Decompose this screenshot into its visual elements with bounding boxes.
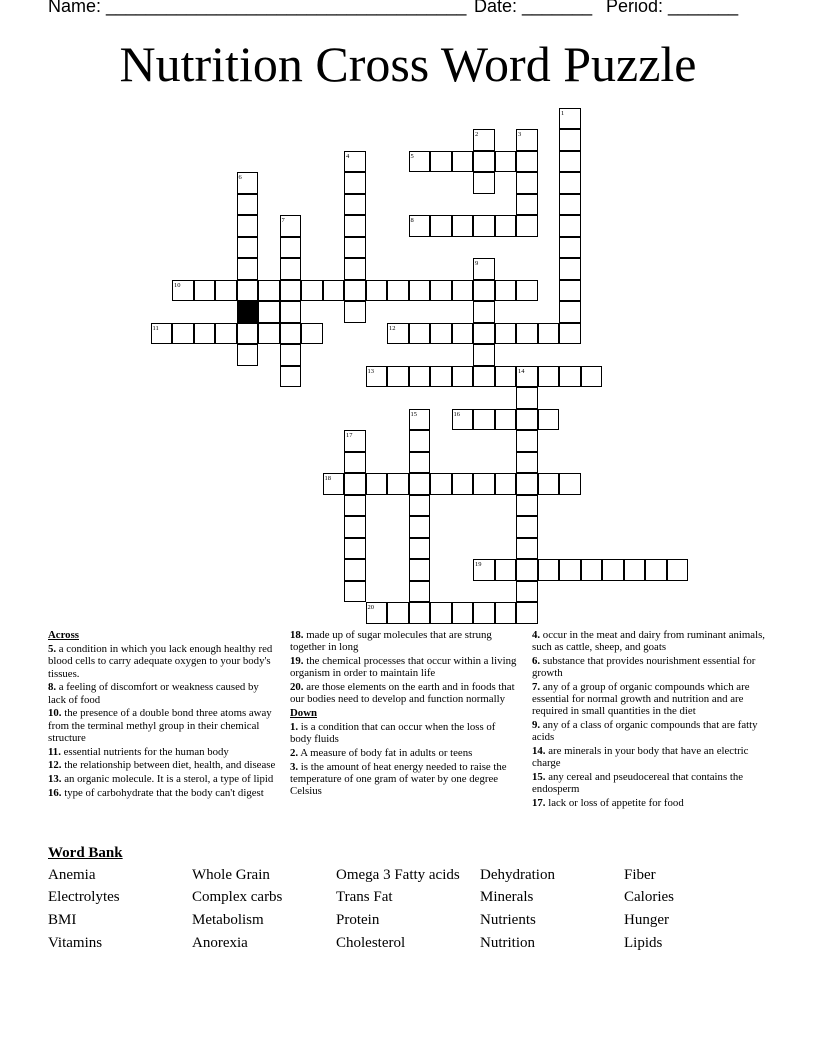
clue-number-label: 3 <box>518 131 522 138</box>
clue-number: 17. <box>532 797 546 810</box>
crossword-cell[interactable] <box>495 602 517 624</box>
crossword-cell[interactable] <box>344 495 366 517</box>
crossword-cell[interactable] <box>344 258 366 280</box>
clue-number-label: 2 <box>475 131 479 138</box>
crossword-cell[interactable] <box>473 215 495 237</box>
crossword-cell[interactable] <box>559 301 581 323</box>
crossword-cell[interactable] <box>538 559 560 581</box>
crossword-cell[interactable] <box>237 194 259 216</box>
crossword-cell[interactable] <box>538 323 560 345</box>
crossword-cell[interactable] <box>452 323 474 345</box>
crossword-cell[interactable] <box>430 215 452 237</box>
clue-number-label: 1 <box>561 109 565 117</box>
crossword-cell[interactable] <box>344 215 366 237</box>
crossword-cell[interactable] <box>409 538 431 560</box>
word-bank-item: Calories <box>624 889 674 905</box>
clue-item <box>290 629 518 653</box>
crossword-cell[interactable] <box>344 581 366 603</box>
crossword-cell[interactable] <box>516 430 538 452</box>
crossword-cell[interactable] <box>516 559 538 581</box>
clue-text: substance that provides nourishment essential for growth <box>532 655 756 680</box>
crossword-cell[interactable] <box>366 473 388 495</box>
crossword-cell[interactable] <box>559 172 581 194</box>
clue-text: made up of sugar molecules that are strung together in long <box>290 629 492 654</box>
clue-item <box>290 747 518 759</box>
clue-number-label: 7 <box>281 217 285 224</box>
clue-number-label: 19 <box>475 561 482 568</box>
crossword-cell[interactable] <box>473 473 495 495</box>
clue-item <box>48 759 276 771</box>
crossword-cell[interactable] <box>516 387 538 409</box>
crossword-cell[interactable] <box>516 409 538 431</box>
period-field[interactable]: Period: _______ <box>606 0 739 16</box>
crossword-cell[interactable] <box>280 344 302 366</box>
clue-number: 11. <box>48 745 61 758</box>
crossword-cell[interactable] <box>624 559 646 581</box>
word-bank-item: Electrolytes <box>48 889 120 905</box>
crossword-cell[interactable] <box>667 559 689 581</box>
crossword-cell[interactable] <box>559 258 581 280</box>
crossword-cell[interactable] <box>516 194 538 216</box>
clue-text: any cereal and pseudocereal that contains the endosperm <box>532 771 744 796</box>
crossword-cell[interactable] <box>516 280 538 302</box>
crossword-cell[interactable] <box>559 559 581 581</box>
clue-number: 12. <box>48 759 62 772</box>
crossword-cell[interactable] <box>258 280 280 302</box>
crossword-cell[interactable] <box>387 473 409 495</box>
crossword-cell[interactable] <box>194 323 216 345</box>
clue-number-label: 11 <box>152 324 159 332</box>
crossword-cell[interactable] <box>237 215 259 237</box>
crossword-cell[interactable] <box>559 280 581 302</box>
crossword-cell[interactable] <box>387 602 409 624</box>
clues-column-2 <box>290 629 518 799</box>
crossword-cell[interactable] <box>344 559 366 581</box>
crossword-cell[interactable] <box>495 151 517 173</box>
clue-number: 8. <box>48 681 57 694</box>
crossword-cell[interactable] <box>280 301 302 323</box>
crossword-cell[interactable] <box>387 366 409 388</box>
crossword-cell[interactable] <box>495 215 517 237</box>
clue-number: 5. <box>48 643 57 656</box>
word-bank-item: Nutrition <box>480 935 535 951</box>
crossword-cell[interactable] <box>301 280 323 302</box>
down-heading: Down <box>290 707 317 719</box>
clue-number: 4. <box>532 629 541 641</box>
crossword-cell[interactable] <box>559 151 581 173</box>
crossword-cell[interactable] <box>409 516 431 538</box>
clue-text: are those elements on the earth and in foods that our bodies need to develop and function normally <box>290 681 515 706</box>
crossword-cell[interactable] <box>430 151 452 173</box>
crossword-cell[interactable] <box>516 323 538 345</box>
crossword-cell[interactable] <box>559 473 581 495</box>
clue-number: 14. <box>532 745 546 758</box>
clue-number-label: 6 <box>238 174 242 181</box>
crossword-cell[interactable] <box>473 301 495 323</box>
crossword-cell[interactable] <box>258 323 280 345</box>
clue-number-label: 12 <box>389 324 396 332</box>
word-bank-item: Complex carbs <box>192 889 283 905</box>
clue-item <box>48 787 276 799</box>
crossword-cell[interactable] <box>516 473 538 495</box>
crossword-cell[interactable] <box>495 409 517 431</box>
clue-item <box>532 797 768 809</box>
clue-text: type of carbohydrate that the body can't digest <box>61 787 264 799</box>
clue-number: 15. <box>532 771 546 784</box>
clue-number: 9. <box>532 719 541 732</box>
crossword-cell[interactable] <box>452 151 474 173</box>
clue-number-label: 10 <box>174 281 181 289</box>
crossword-cell[interactable] <box>538 409 560 431</box>
clue-number: 18. <box>290 629 304 641</box>
crossword-cell[interactable] <box>409 602 431 624</box>
crossword-cell[interactable] <box>172 323 194 345</box>
word-bank-item: Metabolism <box>192 912 264 928</box>
crossword-cell[interactable] <box>366 280 388 302</box>
clue-number-label: 8 <box>410 217 414 224</box>
word-bank-item: Cholesterol <box>336 935 406 951</box>
clue-number: 2. <box>290 747 299 760</box>
crossword-cell[interactable] <box>387 280 409 302</box>
clue-number-label: 9 <box>475 260 479 267</box>
page-title: Nutrition Cross Word Puzzle <box>119 36 697 92</box>
crossword-cell[interactable] <box>409 430 431 452</box>
crossword-cell[interactable] <box>430 323 452 345</box>
crossword-cell[interactable] <box>194 280 216 302</box>
clue-text: lack or loss of appetite for food <box>545 797 684 810</box>
crossword-cell[interactable] <box>215 280 237 302</box>
crossword-cell[interactable] <box>516 151 538 173</box>
crossword-cell[interactable] <box>237 237 259 259</box>
crossword-cell[interactable] <box>409 323 431 345</box>
crossword-cell[interactable] <box>409 366 431 388</box>
clue-number: 19. <box>290 655 304 667</box>
crossword-cell[interactable] <box>516 215 538 237</box>
clue-text: essential nutrients for the human body <box>60 745 229 758</box>
crossword-cell[interactable] <box>495 366 517 388</box>
crossword-cell[interactable] <box>516 452 538 474</box>
crossword-cell[interactable] <box>344 538 366 560</box>
clue-item <box>48 746 276 758</box>
crossword-cell[interactable] <box>409 473 431 495</box>
crossword-cell[interactable] <box>495 323 517 345</box>
crossword-cell[interactable] <box>344 194 366 216</box>
crossword-cell[interactable] <box>430 366 452 388</box>
crossword-cell[interactable] <box>559 237 581 259</box>
crossword-cell[interactable] <box>516 172 538 194</box>
crossword-cell[interactable] <box>516 495 538 517</box>
crossword-cell[interactable] <box>237 323 259 345</box>
crossword-black-cell <box>237 301 259 323</box>
clue-number: 3. <box>290 761 299 773</box>
crossword-cell[interactable] <box>237 280 259 302</box>
crossword-cell[interactable] <box>602 559 624 581</box>
clue-number-label: 5 <box>410 152 414 160</box>
crossword-cell[interactable] <box>581 366 603 388</box>
crossword-cell[interactable] <box>473 602 495 624</box>
crossword-cell[interactable] <box>237 258 259 280</box>
crossword-cell[interactable] <box>344 516 366 538</box>
crossword-cell[interactable] <box>280 237 302 259</box>
crossword-cell[interactable] <box>516 538 538 560</box>
clue-text: the presence of a double bond three atoms away from the terminal methyl group in their chemical structure <box>48 707 272 744</box>
crossword-cell[interactable] <box>344 280 366 302</box>
crossword-cell[interactable] <box>559 366 581 388</box>
crossword-cell[interactable] <box>430 473 452 495</box>
clues-column-1 <box>48 629 276 801</box>
clue-number: 16. <box>48 787 62 799</box>
crossword-cell[interactable] <box>516 581 538 603</box>
clue-text: the relationship between diet, health, and disease <box>61 759 276 772</box>
clue-number-label: 13 <box>367 367 374 375</box>
clue-number-label: 14 <box>518 367 525 375</box>
crossword-cell[interactable] <box>495 473 517 495</box>
clue-item <box>48 681 276 705</box>
crossword-cell[interactable] <box>452 366 474 388</box>
clue-number-label: 4 <box>346 152 350 160</box>
word-bank-item: Protein <box>336 912 380 928</box>
word-bank-item: Whole Grain <box>192 867 270 883</box>
clue-item <box>290 761 518 798</box>
word-bank-item: Trans Fat <box>336 889 393 905</box>
clue-text: a feeling of discomfort or weakness caused by lack of food <box>48 681 259 706</box>
clue-item <box>532 629 768 653</box>
clue-item <box>290 681 518 705</box>
crossword-cell[interactable] <box>280 323 302 345</box>
crossword-cell[interactable] <box>559 323 581 345</box>
crossword-cell[interactable] <box>430 280 452 302</box>
crossword-cell[interactable] <box>559 215 581 237</box>
word-bank-title: Word Bank <box>48 845 123 861</box>
clue-number: 13. <box>48 773 62 786</box>
crossword-cell[interactable] <box>409 452 431 474</box>
clue-text: is a condition that can occur when the loss of body fluids <box>290 721 496 746</box>
crossword-cell[interactable] <box>473 323 495 345</box>
clue-text: any of a class of organic compounds that are fatty acids <box>532 719 758 744</box>
clue-item <box>532 681 768 718</box>
crossword-cell[interactable] <box>430 602 452 624</box>
clue-item <box>48 707 276 744</box>
crossword-cell[interactable] <box>495 280 517 302</box>
crossword-cell[interactable] <box>452 215 474 237</box>
clue-number: 1. <box>290 721 299 734</box>
clue-number-label: 17 <box>346 432 353 439</box>
word-bank-item: Vitamins <box>48 935 103 951</box>
word-bank-item: Dehydration <box>480 867 555 883</box>
crossword-cell[interactable] <box>323 280 345 302</box>
crossword-cell[interactable] <box>409 581 431 603</box>
crossword-cell[interactable] <box>215 323 237 345</box>
crossword-cell[interactable] <box>473 151 495 173</box>
word-bank-item: Fiber <box>624 867 656 883</box>
date-field[interactable]: Date: _______ <box>474 0 593 16</box>
crossword-cell[interactable] <box>452 473 474 495</box>
crossword-cell[interactable] <box>516 602 538 624</box>
crossword-cell[interactable] <box>344 301 366 323</box>
crossword-cell[interactable] <box>559 129 581 151</box>
clue-item <box>532 771 768 795</box>
clue-number-label: 16 <box>453 410 460 418</box>
clue-text: any of a group of organic compounds which are essential for normal growth and nutrition and are required in small quantities in the diet <box>532 681 750 718</box>
word-bank-item: Anorexia <box>192 935 248 951</box>
clue-text: a condition in which you lack enough healthy red blood cells to carry adequate oxygen to your body's tissues. <box>48 643 273 680</box>
crossword-cell[interactable] <box>409 559 431 581</box>
crossword-cell[interactable] <box>280 258 302 280</box>
crossword-cell[interactable] <box>516 516 538 538</box>
clue-text: is the amount of heat energy needed to raise the temperature of one gram of water by one degree Celsius <box>290 761 507 798</box>
clue-text: the chemical processes that occur within a living organism in order to maintain life <box>290 655 517 680</box>
crossword-cell[interactable] <box>581 559 603 581</box>
clue-number: 6. <box>532 655 541 667</box>
word-bank-item: Anemia <box>48 867 96 883</box>
crossword-cell[interactable] <box>473 344 495 366</box>
crossword-cell[interactable] <box>344 473 366 495</box>
clue-item <box>290 655 518 679</box>
word-bank-item: BMI <box>48 912 77 928</box>
crossword-cell[interactable] <box>452 602 474 624</box>
crossword-cell[interactable] <box>258 301 280 323</box>
crossword-cell[interactable] <box>452 280 474 302</box>
crossword-cell[interactable] <box>280 280 302 302</box>
crossword-cell[interactable] <box>344 237 366 259</box>
clue-text: an organic molecule. It is a sterol, a type of lipid <box>61 773 274 786</box>
clue-item <box>532 655 768 679</box>
crossword-cell[interactable] <box>495 559 517 581</box>
crossword-cell[interactable] <box>301 323 323 345</box>
crossword-cell[interactable] <box>280 366 302 388</box>
crossword-cell[interactable] <box>473 172 495 194</box>
clues-column-3 <box>532 629 768 811</box>
clue-item <box>532 719 768 743</box>
word-bank-item: Hunger <box>624 912 669 928</box>
clue-number: 10. <box>48 707 62 720</box>
crossword-cell[interactable] <box>473 409 495 431</box>
crossword-cell[interactable] <box>344 172 366 194</box>
crossword-cell[interactable] <box>409 495 431 517</box>
word-bank-item: Minerals <box>480 889 534 905</box>
clue-text: A measure of body fat in adults or teens <box>298 747 473 760</box>
clue-item <box>532 745 768 769</box>
crossword-cell[interactable] <box>237 344 259 366</box>
crossword-cell[interactable] <box>473 280 495 302</box>
clue-number: 20. <box>290 681 304 693</box>
clue-text: are minerals in your body that have an electric charge <box>532 745 749 770</box>
crossword-cell[interactable] <box>344 452 366 474</box>
crossword-cell[interactable] <box>538 366 560 388</box>
clue-item <box>48 643 276 680</box>
word-bank-item: Omega 3 Fatty acids <box>336 867 460 883</box>
name-field[interactable]: Name: ____________________________________ <box>48 0 467 16</box>
crossword-cell[interactable] <box>645 559 667 581</box>
clue-item <box>290 721 518 745</box>
clue-number: 7. <box>532 681 541 693</box>
word-bank-item: Nutrients <box>480 912 536 928</box>
word-bank-item: Lipids <box>624 935 663 951</box>
clue-text: occur in the meat and dairy from ruminant animals, such as cattle, sheep, and goats <box>532 629 765 654</box>
crossword-cell[interactable] <box>409 280 431 302</box>
crossword-cell[interactable] <box>538 473 560 495</box>
crossword-cell[interactable] <box>473 366 495 388</box>
clue-number-label: 20 <box>367 604 374 611</box>
clue-number-label: 15 <box>410 410 417 418</box>
across-heading: Across <box>48 629 79 641</box>
clue-item <box>48 773 276 785</box>
crossword-cell[interactable] <box>559 194 581 216</box>
clue-number-label: 18 <box>324 475 331 482</box>
